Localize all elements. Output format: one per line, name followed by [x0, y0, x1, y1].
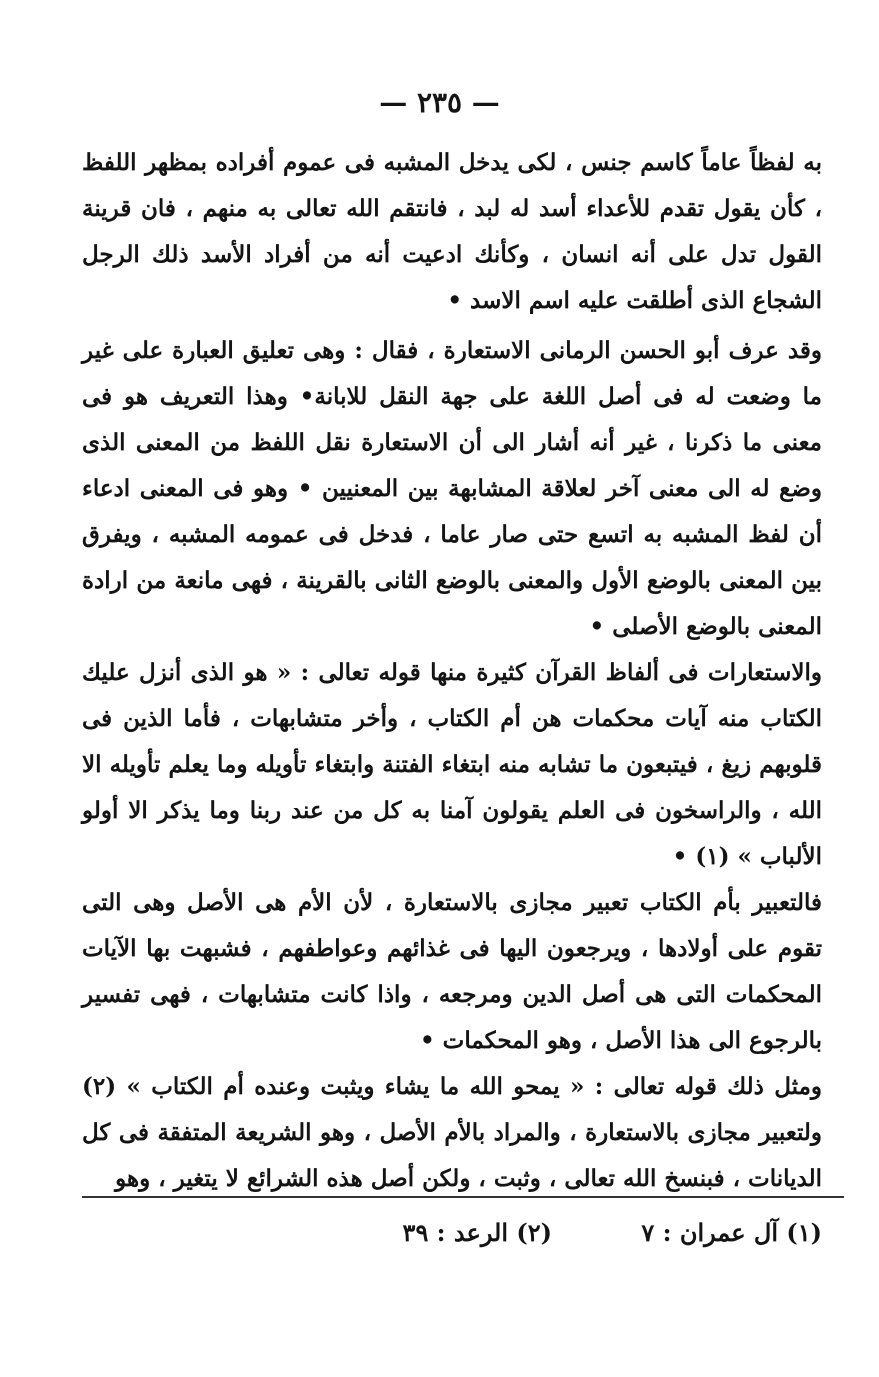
paragraph-5: ومثل ذلك قوله تعالى : « يمحو الله ما يشاء ويثبت وعنده أم الكتاب » (٢) ولتعبير مجازى بالاستعارة ، والمراد بالأم الأصل ، وهو الشريعة المتفقة فى كل الديانات ، فبنسخ الله تعالى ، وثبت ، ولكن أصل هذه الشرائع لا يتغير ، وهو — [82, 1073, 822, 1192]
paragraph-4: فالتعبير بأم الكتاب تعبير مجازى بالاستعارة ، لأن الأم هى الأصل وهى التى تقوم على أولادها ، ويرجعون اليها فى غذائهم وعواطفهم ، فشبهت بها الآيات المحكمات التى هى أصل الدين ومرجعه ، واذا كانت متشابهات ، فهى تفسير بالرجوع الى هذا الأصل ، وهو المحكمات • — [82, 889, 822, 1054]
footnote-1: (١) آل عمران : ٧ — [641, 1218, 822, 1247]
page-number: — ٢٣٥ — — [379, 86, 500, 119]
paragraph-2: وقد عرف أبو الحسن الرمانى الاستعارة ، فقال : وهى تعليق العبارة على غير ما وضعت له فى أصل اللغة على جهة النقل للابانة• وهذا التعريف هو فى معنى ما ذكرنا ، غير أنه أشار الى أن الاستعارة نقل اللفظ من المعنى الذى وضع له الى معنى آخر لعلاقة المشابهة بين المعنيين • وهو فى المعنى ادعاء أن لفظ المشبه به اتسع حتى صار عاما ، فدخل فى عمومه المشبه ، ويفرق بين المعنى بالوضع الأول والمعنى بالوضع الثانى بالقرينة ، فهى مانعة من ارادة المعنى بالوضع الأصلى • — [82, 337, 822, 640]
paragraph-3: والاستعارات فى ألفاظ القرآن كثيرة منها قوله تعالى : « هو الذى أنزل عليك الكتاب منه آيات محكمات هن أم الكتاب ، وأخر متشابهات ، فأما الذين فى قلوبهم زيغ ، فيتبعون ما تشابه منه ابتغاء الفتنة وابتغاء تأويله وما يعلم تأويله الا الله ، والراسخون فى العلم يقولون آمنا به كل من عند ربنا وما يذكر الا أولو الألباب » (١) • — [82, 659, 822, 870]
footnote-2: (٢) الرعد : ٣٩ — [402, 1218, 552, 1247]
paragraph-1: به لفظاً عاماً كاسم جنس ، لكى يدخل المشبه فى عموم أفراده بمظهر اللفظ ، كأن يقول تقدم للأعداء أسد له لبد ، فانتقم الله تعالى به منهم ، فان قرينة القول تدل على أنه انسان ، وكأنك ادعيت أنه من أفراد الأسد ذلك الرجل الشجاع الذى أطلقت عليه اسم الاسد • — [82, 149, 822, 314]
footnote-divider — [82, 1196, 844, 1198]
